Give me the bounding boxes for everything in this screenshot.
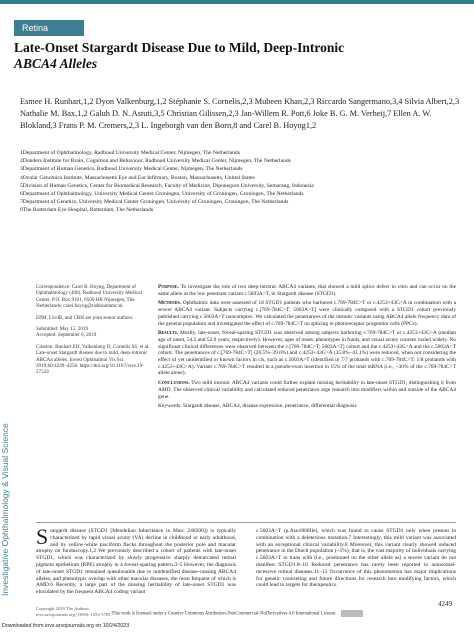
keywords: Keywords: Stargardt disease, ABCA4, disease expression, penetrance, differential diagnosis — [158, 403, 357, 410]
correspondence: Correspondence: Carel B. Hoyng, Department of Ophthalmology (400), Radboud University Medical Center, P.O. Box 9101, 6500 HB Nijmegen, The Netherlands; carel.hoyng@radboudumc.nl. — [36, 284, 142, 310]
methods-text: Ophthalmic data were assessed of 18 STGD1 patients who harbored c.769-784C>T or c.4253+43G>A in combination with a severe ABCA4 variant. Subjects carrying c.[769-784C>T; 5603A>T] were clinically compared with a STGD1 cohort previously published carrying c.5603A>T noncomplex. We calculated the penetrances of the intronic variants using ABCA4 allele frequency data of the general population and investigated the effect of c.769-784C>T on splicing in photoreceptor progenitor cells (PPCs). — [158, 300, 456, 327]
page-number: 4249 — [438, 600, 452, 608]
affiliation-item: 6Department of Ophthalmology, University Medical Center Groningen, University of Groningen, Groningen, The Netherlands — [20, 191, 304, 198]
body-column-right: c.5603A>T (p.Asn1868Ile), which was found to cause STGD1 only when present in combination with a deleterious mutation.7 Interestingly, this mild variant was associated with an exceptional clinical variability.8 Moreover, this variant clearly showed reduced penetrance in the Dutch population (~5%), that is, the vast majority of individuals carrying c.5603A>T in trans with (i.e., positioned on the other allele as) a severe variant do not manifest STGD1.8–10 Reduced penetrance has rarely been reported in autosomal-recessive retinal diseases.11–13 Occurrence of this phenomenon has major implications for genetic counseling and future directions for research into modifying factors, which could lead to targets for therapeutics. — [256, 528, 456, 589]
cc-license-icon[interactable] — [341, 610, 363, 617]
article-title — [14, 40, 454, 72]
conclusions-text: Two mild intronic ABCA4 variants could further explain missing heritability in late-onset STGD1, distinguishing it from AMD. The observed clinical variability and calculated reduced penetrance urge research into modifiers within and outside of the ABCA4 gene. — [158, 380, 456, 400]
purpose-label: Purpose. — [158, 284, 179, 290]
results-text: Mostly, late-onset, foveal-sparing STGD1 was observed among subjects harboring c.769-784C>T or c.4253+43G>A (median age of onset, 54.5 and 52.0 years, respectively). However, ages of onset, phenotypes in funds, and visual acuity courses varied widely. No significant clinical differences were observed between the c.[769-784C>T; 5603A>T] cohort and the c.4253+43G>A and the c.5603A>T cohort. The penetrances of c.[769-784C>T] (20.5%–39.6%) and c.4253+43G>A (35.8%–43.1%) were reduced, when not considering the effect of yet unidentified or known factors in cis, such as c.5603A>T (identified in 7/7 probands with c.769-784C>T; 1/8 probands with c.4253+43G>A). Variant c.769-784C>T resulted in a pseudo-exon insertion in 15% of the total mRNA (i.e., ~30% of the c.769-784C>T allele alone). — [158, 330, 456, 377]
title-line-1: Late-Onset Stargardt Disease Due to Mild, Deep-Intronic — [14, 40, 345, 55]
section-divider — [36, 522, 456, 523]
license-text[interactable]: This work is licensed under a Creative Commons Attribution-NonCommercial-NoDerivatives 4.0 International License. — [111, 611, 337, 617]
copyright-notice: Copyright 2019 The Authors iovs.arvojournals.org | ISSN: 1552-5783 — [36, 606, 111, 617]
affiliation-item: 7Department of Genetics, University Medical Center Groningen, University of Groningen, Groningen, The Netherlands — [20, 199, 289, 206]
affiliation-item: 4Ocular Genomics Institute, Massachusetts Eye and Ear Infirmary, Boston, Massachusetts, United States — [20, 174, 255, 181]
header-rule — [0, 0, 474, 4]
drop-cap: S — [36, 524, 49, 549]
citation[interactable]: Citation: Runhart EH, Valkenburg D, Cornelis SS, et al. Late-onset Stargardt disease due to mild, deep-intronic ABCA4 alleles. Invest Ophthalmol Vis Sci. 2019;60:4249–4256. https://doi.org/10.1167/iovs.19-27524 — [36, 343, 150, 376]
conclusions-label: Conclusions. — [158, 380, 190, 387]
article-metadata — [36, 284, 154, 381]
title-line-2: ABCA4 Alleles — [14, 56, 98, 71]
body-text-left: targardt disease (STGD1 [Mendelian Inheritance in Man: 248200]) is typically characterized by rapid visual acuity (VA) decline in childhood or early adulthood, and by yellow-white pisciform flecks throughout the posterior pole and macular atrophy on funduscopy.1,2 We previously described a cohort of patients with late-onset STGD1, which was characterized by slowly progressive sharply demarcated retinal pigment epithelium (RPE) atrophy in a foveal-sparing pattern.3–5 However, the diagnosis of late-onset STGD1 remained questionable due to unidentified disease-causing ABCA4 alleles, and phenotypic overlap with other macular diseases, the most frequent of which is AMD.6 Recently, a large part of the missing heritability of late-onset STGD1 was elucidated by the frequent ABCA4 coding variant — [36, 528, 236, 596]
affiliations — [20, 149, 460, 215]
senior-authors-note: EPM, LIvdB, and CBH are joint senior authors. — [36, 314, 134, 321]
purpose-text: To investigate the role of two deep-intronic ABCA4 variants, that showed a mild splice defect in vitro and can occur on the same allele as the low penetrant variant c.5603A>T, in Stargardt disease (STGD1). — [158, 284, 456, 297]
author-list: Esmee H. Runhart,1,2 Dyon Valkenburg,1,2 Stéphanie S. Cornelis,2,3 Mubeen Khan,2,3 Riccardo Sangermano,3,4 Silvia Albert,2,3 Nathalie M. Bax,1,2 Galuh D. N. Astuti,3,5 Christian Gilissen,2,3 Jan-Willem R. Pott,6 Joke B. G. M. Verheij,7 Ellen A. W. Blokland,3 Frans P. M. Cremers,2,3 L. Ingeborgh van den Born,8 and Carel B. Hoyng1,2 — [20, 97, 460, 130]
methods-label: Methods. — [158, 300, 182, 307]
affiliation-item: 3Department of Human Genetics, Radboud University Medical Center, Nijmegen, The Netherlands — [20, 166, 243, 173]
download-note: Downloaded from iovs.arvojournals.org on 10/24/2023 — [2, 623, 130, 629]
license-line — [0, 610, 474, 618]
submission-dates: Submitted: May 15, 2019 Accepted: September 6, 2019 — [36, 326, 97, 339]
section-tag: Retina — [14, 20, 84, 36]
abstract — [158, 284, 456, 413]
results-label: Results. — [158, 330, 179, 337]
affiliation-item: 2Donders Institute for Brain, Cognition and Behaviour, Radboud University Medical Center, Nijmegen, The Netherlands — [20, 158, 291, 165]
affiliation-item: 8The Rotterdam Eye Hospital, Rotterdam, The Netherlands — [20, 207, 154, 214]
journal-name-vertical: Investigative Ophthalmology & Visual Science — [0, 423, 10, 596]
body-column-left — [36, 524, 236, 596]
affiliation-item: 1Department of Ophthalmology, Radboud University Medical Center, Nijmegen, The Netherlands — [20, 150, 240, 156]
affiliation-item: 5Division of Human Genetics, Center for Biomedical Research, Faculty of Medicine, Diponegoro University, Semarang, Indonesia — [20, 182, 314, 189]
